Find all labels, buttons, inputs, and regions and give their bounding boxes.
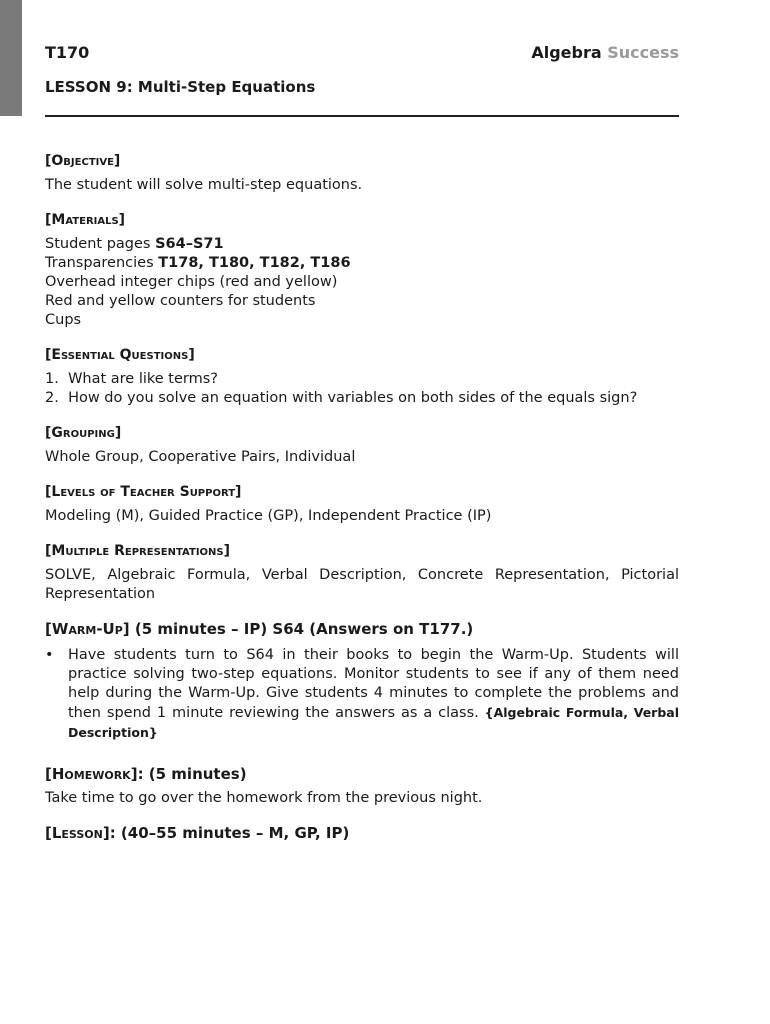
transparencies-value: T178, T180, T182, T186 [158, 255, 351, 271]
warmup-heading-label: [Warm-Up] [45, 620, 130, 638]
question-number: 1. [45, 371, 59, 387]
homework-heading [45, 765, 679, 784]
lesson-heading [45, 824, 679, 843]
objective-heading: [Objective] [45, 153, 121, 169]
materials-heading: [Materials] [45, 212, 126, 228]
warmup-representation-tag: {Algebraic Formula, Verbal Description} [68, 705, 679, 740]
teacher-support-text: Modeling (M), Guided Practice (GP), Independent Practice (IP) [45, 508, 492, 524]
objective-section [45, 152, 679, 195]
homework-heading-label: [Homework] [45, 765, 138, 783]
objective-text: The student will solve multi-step equations. [45, 177, 363, 193]
homework-section [45, 765, 679, 808]
question-text: How do you solve an equation with variables on both sides of the equals sign? [68, 390, 638, 406]
transparencies-label: Transparencies [45, 255, 154, 271]
materials-item [45, 235, 679, 254]
warmup-heading [45, 620, 679, 639]
question-number: 2. [45, 390, 59, 406]
representations-heading: [Multiple Representations] [45, 543, 231, 559]
teacher-support-heading: [Levels of Teacher Support] [45, 484, 242, 500]
warmup-bullet-text [68, 646, 679, 743]
lesson-title: LESSON 9: Multi-Step Equations [45, 78, 316, 96]
question-item [45, 370, 679, 389]
materials-section [45, 211, 679, 330]
essential-questions-section [45, 346, 679, 408]
homework-heading-detail: : (5 minutes) [137, 765, 247, 783]
materials-item: Red and yellow counters for students [45, 293, 316, 309]
brand-title [531, 43, 679, 62]
grouping-heading: [Grouping] [45, 425, 122, 441]
representations-section [45, 542, 679, 604]
warmup-heading-detail: (5 minutes – IP) S64 (Answers on T177.) [129, 620, 474, 638]
page-edge-tab [0, 0, 22, 116]
page-header [45, 43, 679, 65]
brand-primary: Algebra [531, 43, 602, 62]
question-text: What are like terms? [68, 371, 218, 387]
student-pages-label: Student pages [45, 236, 151, 252]
header-divider [45, 115, 679, 117]
warmup-bullet [45, 646, 679, 743]
lesson-heading-label: [Lesson] [45, 824, 110, 842]
lesson-content [45, 152, 679, 859]
lesson-heading-detail: : (40–55 minutes – M, GP, IP) [109, 824, 350, 842]
lesson-section [45, 824, 679, 843]
materials-item: Overhead integer chips (red and yellow) [45, 274, 338, 290]
warmup-section [45, 620, 679, 743]
teacher-support-section [45, 483, 679, 526]
representations-text: SOLVE, Algebraic Formula, Verbal Description, Concrete Representation, Pictorial Representation [45, 567, 679, 602]
materials-item: Cups [45, 312, 82, 328]
essential-questions-heading: [Essential Questions] [45, 347, 195, 363]
materials-item [45, 254, 679, 273]
question-item [45, 389, 679, 408]
grouping-section [45, 424, 679, 467]
page-number: T170 [45, 43, 90, 62]
bullet-icon: • [45, 647, 54, 663]
student-pages-value: S64–S71 [155, 236, 224, 252]
grouping-text: Whole Group, Cooperative Pairs, Individual [45, 449, 356, 465]
homework-text: Take time to go over the homework from the previous night. [45, 790, 483, 806]
warmup-text: Have students turn to S64 in their books to begin the Warm-Up. Students will practice solving two-step equations. Monitor students to see if any of them need help during the Warm-Up. Give students 4 minutes to complete the problems and then spend 1 minute reviewing the answers as a class. [68, 647, 679, 721]
brand-secondary: Success [607, 43, 679, 62]
